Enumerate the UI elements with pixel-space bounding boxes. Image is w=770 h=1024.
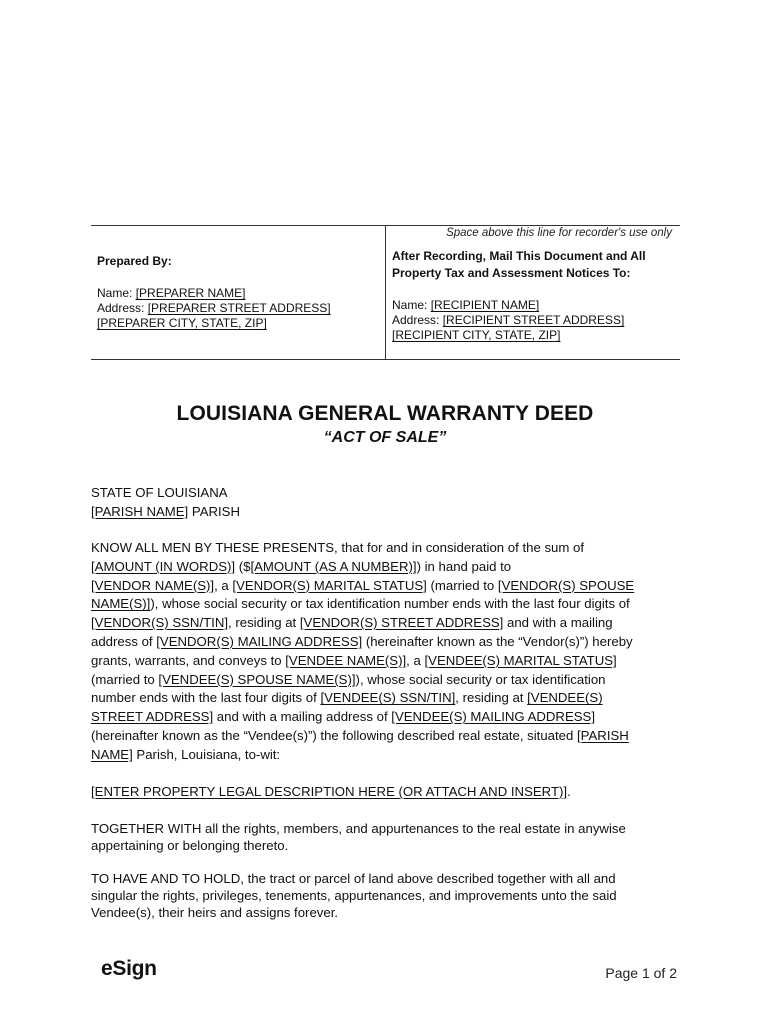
- preparer-city-field[interactable]: [PREPARER CITY, STATE, ZIP]: [97, 316, 267, 330]
- know-text-17: and with a mailing address of: [213, 709, 392, 725]
- tohave-line-3: Vendee(s), their heirs and assigns forever.: [91, 905, 339, 920]
- together-line-1: TOGETHER WITH all the rights, members, and appurtenances to the real estate in anywise: [91, 821, 626, 836]
- know-text-4: , a: [214, 577, 233, 593]
- recipient-address-label: Address:: [392, 313, 440, 327]
- to-have-and-hold-paragraph: [91, 870, 681, 921]
- header-column-divider: [385, 226, 386, 359]
- mail-to-heading-line1: After Recording, Mail This Document and All: [392, 249, 646, 263]
- parish-field-2[interactable]: [PARISH: [577, 727, 629, 743]
- prepared-by-heading: Prepared By:: [97, 254, 172, 268]
- preparer-info: [97, 286, 331, 331]
- vendor-street-field[interactable]: [VENDOR(S) STREET ADDRESS]: [299, 615, 504, 631]
- vendee-street-field[interactable]: [VENDEE(S): [527, 690, 603, 706]
- know-text-9: address of: [91, 633, 157, 649]
- preparer-address-field[interactable]: [PREPARER STREET ADDRESS]: [147, 301, 331, 315]
- parish-name-field[interactable]: [PARISH NAME]: [91, 504, 189, 519]
- vendor-spouse-field-cont[interactable]: NAME(S)]: [91, 596, 151, 612]
- vendee-marital-status-field[interactable]: [VENDEE(S) MARITAL STATUS]: [424, 652, 617, 668]
- know-text-3: ) in hand paid to: [416, 558, 512, 574]
- together-line-2: appertaining or belonging thereto.: [91, 838, 289, 853]
- tohave-line-2: singular the rights, privileges, tenements, appurtenances, and improvements unto the said: [91, 888, 617, 903]
- know-text-15: number ends with the last four digits of: [91, 690, 321, 706]
- mail-to-heading-line2: Property Tax and Assessment Notices To:: [392, 266, 631, 280]
- know-text-16: , residing at: [455, 690, 528, 706]
- vendor-marital-status-field[interactable]: [VENDOR(S) MARITAL STATUS]: [232, 577, 427, 593]
- recipient-address-field[interactable]: [RECIPIENT STREET ADDRESS]: [442, 313, 625, 327]
- preparer-name-field[interactable]: [PREPARER NAME]: [135, 286, 246, 300]
- know-text-7: , residing at: [228, 615, 300, 631]
- know-text-2: ($: [235, 558, 251, 574]
- amount-words-field[interactable]: [AMOUNT (IN WORDS)]: [91, 558, 236, 574]
- recipient-name-field[interactable]: [RECIPIENT NAME]: [430, 298, 540, 312]
- document-subtitle: “ACT OF SALE”: [323, 429, 447, 446]
- know-text-12: , a: [406, 652, 425, 668]
- know-text-1: KNOW ALL MEN BY THESE PRESENTS, that for and in consideration of the sum of: [91, 540, 585, 555]
- state-line: STATE OF LOUISIANA: [91, 485, 228, 500]
- know-text-5: (married to: [426, 577, 498, 593]
- amount-number-field[interactable]: [AMOUNT (AS A NUMBER)]: [250, 558, 417, 574]
- know-text-19: Parish, Louisiana, to-wit:: [132, 746, 281, 762]
- mail-to-heading: [392, 248, 672, 282]
- know-text-18: (hereinafter known as the “Vendee(s)”) the following described real estate, situated: [91, 727, 578, 743]
- parish-suffix: PARISH: [188, 504, 241, 519]
- recipient-city-field[interactable]: [RECIPIENT CITY, STATE, ZIP]: [392, 328, 561, 342]
- recording-header-table: [91, 225, 680, 360]
- recipient-name-label: Name:: [392, 298, 428, 312]
- conveyance-paragraph: [91, 539, 681, 765]
- tohave-line-1: TO HAVE AND TO HOLD, the tract or parcel of land above described together with all and: [91, 871, 616, 886]
- preparer-address-label: Address:: [97, 301, 145, 315]
- vendee-spouse-field[interactable]: [VENDEE(S) SPOUSE NAME(S)]: [158, 671, 356, 687]
- vendee-ssn-field[interactable]: [VENDEE(S) SSN/TIN]: [320, 690, 456, 706]
- know-text-14: ), whose social security or tax identification: [355, 671, 606, 687]
- vendee-name-field[interactable]: [VENDEE NAME(S)]: [285, 652, 407, 668]
- vendor-ssn-field[interactable]: [VENDOR(S) SSN/TIN]: [91, 615, 229, 631]
- know-text-8: and with a mailing: [503, 615, 613, 631]
- vendee-street-field-cont[interactable]: STREET ADDRESS]: [91, 709, 214, 725]
- esign-logo: eSign: [101, 957, 157, 980]
- know-text-6: ), whose social security or tax identification number ends with the last four digits of: [150, 596, 630, 612]
- know-text-11: grants, warrants, and conveys to: [91, 652, 286, 668]
- page-number: Page 1 of 2: [605, 965, 677, 981]
- document-title: LOUISIANA GENERAL WARRANTY DEED: [176, 402, 594, 425]
- know-text-10: (hereinafter known as the “Vendor(s)”) hereby: [362, 633, 633, 649]
- parish-field-2-cont[interactable]: NAME]: [91, 746, 133, 762]
- state-parish-block: [91, 483, 681, 521]
- legal-description-suffix: .: [567, 784, 571, 799]
- legal-description-field[interactable]: [ENTER PROPERTY LEGAL DESCRIPTION HERE (OR ATTACH AND INSERT)]: [91, 784, 568, 799]
- vendor-spouse-field[interactable]: [VENDOR(S) SPOUSE: [497, 577, 635, 593]
- vendor-name-field[interactable]: [VENDOR NAME(S)]: [91, 577, 215, 593]
- vendee-mailing-field[interactable]: [VENDEE(S) MAILING ADDRESS]: [391, 709, 595, 725]
- preparer-name-label: Name:: [97, 286, 133, 300]
- recipient-info: [392, 298, 624, 343]
- recorder-use-note: Space above this line for recorder's use only: [446, 227, 672, 239]
- together-with-paragraph: [91, 820, 681, 854]
- legal-description-block: [91, 783, 681, 801]
- vendor-mailing-field[interactable]: [VENDOR(S) MAILING ADDRESS]: [156, 633, 363, 649]
- know-text-13: (married to: [91, 671, 159, 687]
